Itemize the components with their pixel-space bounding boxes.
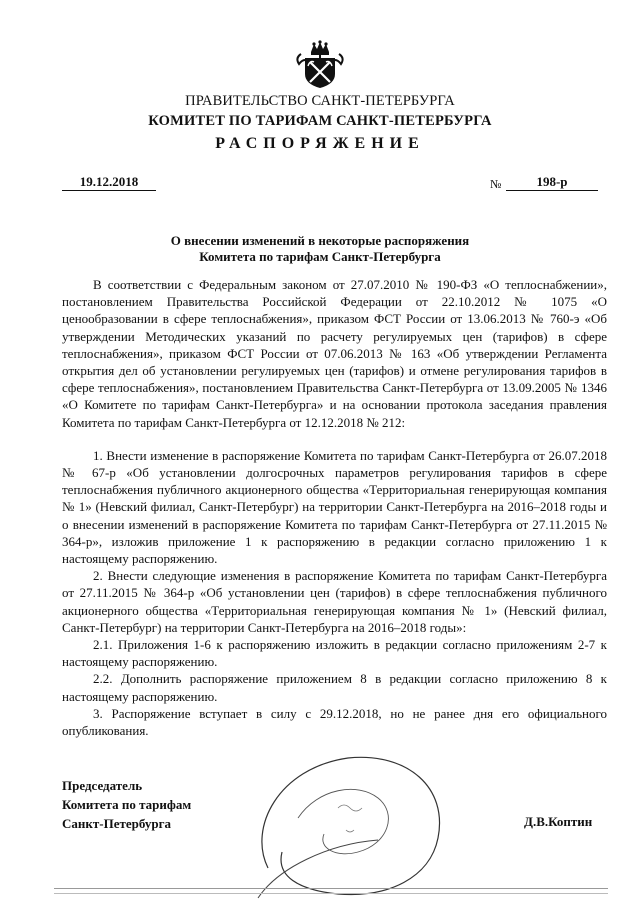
document-title bbox=[0, 233, 640, 265]
title-line-2: Комитета по тарифам Санкт-Петербурга bbox=[199, 249, 441, 264]
signatory-line-3: Санкт-Петербурга bbox=[62, 816, 171, 831]
document-number: 198-р bbox=[506, 175, 598, 191]
bottom-divider bbox=[54, 888, 608, 889]
committee-header: КОМИТЕТ ПО ТАРИФАМ САНКТ-ПЕТЕРБУРГА bbox=[148, 113, 492, 129]
bottom-divider-2 bbox=[54, 893, 608, 894]
signatory-line-1: Председатель bbox=[62, 778, 143, 793]
st-petersburg-coat-of-arms-icon bbox=[293, 40, 347, 90]
title-line-1: О внесении изменений в некоторые распоряжения bbox=[170, 233, 470, 248]
item-3-paragraph: 3. Распоряжение вступает в силу с 29.12.2018, но не ранее дня его официального опубликования. bbox=[62, 705, 607, 739]
preamble-paragraph: В соответствии с Федеральным законом от 27.07.2010 № 190-ФЗ «О теплоснабжении», постановлением Правительства Российской Федерации от 22.10.2012 № 1075 «О ценообразовании в сфере теплоснабжения», приказом ФСТ России от 13.06.2013 № 760-э «Об утверждении Методических указаний по расчету регулируемых цен (тарифов) в сфере теплоснабжения», приказом ФСТ России от 07.06.2013 № 163 «Об утверждении Регламента открытия дел об установлении регулируемых цен (тарифов) и отмене регулирования тарифов в сфере теплоснабжения», постановлением Правительства Санкт-Петербурга от 13.09.2005 № 1346 «О Комитете по тарифам Санкт-Петербурга» и на основании протокола заседания правления Комитета по тарифам Санкт-Петербурга от 12.12.2018 № 212: bbox=[62, 277, 607, 430]
item-1-paragraph: 1. Внести изменение в распоряжение Комитета по тарифам Санкт-Петербурга от 26.07.2018 № 67-р «Об установлении долгосрочных параметров регулирования тарифов в сфере теплоснабжения публичного акционерного общества «Территориальная генерирующая компания № 1» (Невский филиал, Санкт-Петербург) на территории Санкт-Петербурга на 2016–2018 годы и о внесении изменений в распоряжение Комитета по тарифам Санкт-Петербурга от 27.11.2015 № 364-р», изложив приложение 1 к распоряжению в редакции согласно приложению 1 к настоящему распоряжению. bbox=[62, 447, 607, 567]
number-label: № bbox=[490, 177, 502, 191]
document-body bbox=[62, 276, 607, 739]
handwritten-signature-icon bbox=[238, 748, 453, 900]
item-2-1-paragraph: 2.1. Приложения 1-6 к распоряжению изложить в редакции согласно приложениям 2-7 к настоящему распоряжению. bbox=[62, 637, 607, 670]
government-header: ПРАВИТЕЛЬСТВО САНКТ-ПЕТЕРБУРГА bbox=[185, 93, 455, 109]
signatory-name: Д.В.Коптин bbox=[524, 814, 593, 829]
item-2-paragraph: 2. Внести следующие изменения в распоряжение Комитета по тарифам Санкт-Петербурга от 27.11.2015 № 364-р «Об установлении цен (тарифов) в сфере теплоснабжения публичного акционерного общества «Территориальная генерирующая компания № 1» (Невский филиал, Санкт-Петербург) на территории Санкт-Петербурга на 2016–2018 годы»: bbox=[62, 568, 607, 635]
document-type-heading: РАСПОРЯЖЕНИЕ bbox=[215, 135, 425, 152]
signatory-line-2: Комитета по тарифам bbox=[62, 797, 192, 812]
signatory-position bbox=[62, 776, 191, 833]
item-2-2-paragraph: 2.2. Дополнить распоряжение приложением 8 в редакции согласно приложению 8 к настоящему распоряжению. bbox=[62, 671, 607, 704]
document-date: 19.12.2018 bbox=[62, 175, 156, 191]
